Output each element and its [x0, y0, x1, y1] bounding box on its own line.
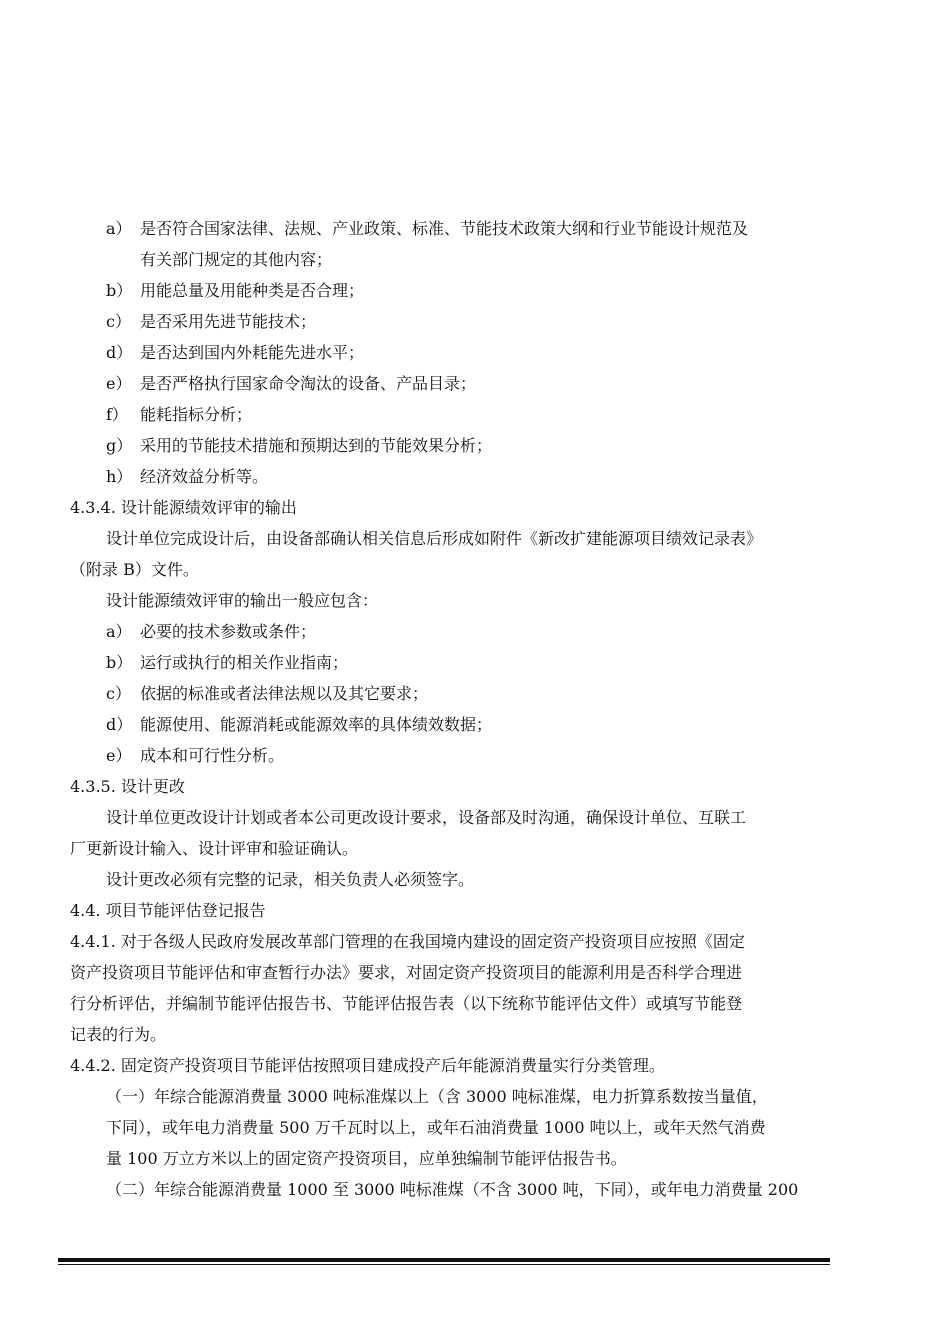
document-body [70, 213, 876, 1205]
list-item: g） 采用的节能技术措施和预期达到的节能效果分析； [106, 436, 493, 455]
list-item: a） 是否符合国家法律、法规、产业政策、标准、节能技术政策大纲和行业节能设计规范及 [106, 219, 749, 238]
list-item: e） 成本和可行性分析。 [106, 746, 285, 765]
section-heading-44: 4.4. 项目节能评估登记报告 [70, 901, 266, 920]
list-item: b） 运行或执行的相关作业指南； [106, 653, 349, 672]
list-item: h） 经济效益分析等。 [106, 467, 269, 486]
list-item: c） 依据的标准或者法律法规以及其它要求； [106, 684, 429, 703]
list-item: f） 能耗指标分析； [106, 405, 253, 424]
paragraph-line: 资产投资项目节能评估和审查暂行办法》要求，对固定资产投资项目的能源利用是否科学合理进 [70, 963, 743, 982]
footer-rule [58, 1258, 830, 1265]
paragraph-line: （二）年综合能源消费量 1000 至 3000 吨标准煤（不含 3000 吨，下同），或年电力消费量 200 [106, 1180, 799, 1199]
paragraph-line: 设计单位更改设计计划或者本公司更改设计要求，设备部及时沟通，确保设计单位、互联工 [106, 808, 747, 827]
paragraph-line: 行分析评估，并编制节能评估报告书、节能评估报告表（以下统称节能评估文件）或填写节能登 [70, 994, 743, 1013]
paragraph-line: 设计更改必须有完整的记录，相关负责人必须签字。 [106, 870, 475, 889]
paragraph-line: 量 100 万立方米以上的固定资产投资项目，应单独编制节能评估报告书。 [106, 1149, 627, 1168]
paragraph-line: 厂更新设计输入、设计评审和验证确认。 [70, 839, 359, 858]
list-item: e） 是否严格执行国家命令淘汰的设备、产品目录； [106, 374, 477, 393]
list-item: a） 必要的技术参数或条件； [106, 622, 317, 641]
paragraph-line: 下同），或年电力消费量 500 万千瓦时以上，或年石油消费量 1000 吨以上，或年天然气消费 [106, 1118, 766, 1137]
list-item: d） 能源使用、能源消耗或能源效率的具体绩效数据； [106, 715, 493, 734]
section-heading-435: 4.3.5. 设计更改 [70, 777, 185, 796]
list-item: c） 是否采用先进节能技术； [106, 312, 317, 331]
list-item-continuation: 有关部门规定的其他内容； [140, 250, 333, 269]
paragraph-line: 记表的行为。 [70, 1025, 167, 1044]
paragraph-line: （一）年综合能源消费量 3000 吨标准煤以上（含 3000 吨标准煤，电力折算系数按当量值， [106, 1087, 768, 1106]
paragraph-line: 4.4.2. 固定资产投资项目节能评估按照项目建成投产后年能源消费量实行分类管理。 [70, 1056, 665, 1075]
section-heading-434: 4.3.4. 设计能源绩效评审的输出 [70, 498, 297, 517]
paragraph-line: （附录 B）文件。 [70, 560, 199, 579]
paragraph-line: 设计单位完成设计后，由设备部确认相关信息后形成如附件《新改扩建能源项目绩效记录表》 [106, 529, 763, 548]
list-item: b） 用能总量及用能种类是否合理； [106, 281, 365, 300]
paragraph-line: 设计能源绩效评审的输出一般应包含： [106, 591, 379, 610]
paragraph-line: 4.4.1. 对于各级人民政府发展改革部门管理的在我国境内建设的固定资产投资项目应按照《固定 [70, 932, 745, 951]
list-item: d） 是否达到国内外耗能先进水平； [106, 343, 365, 362]
